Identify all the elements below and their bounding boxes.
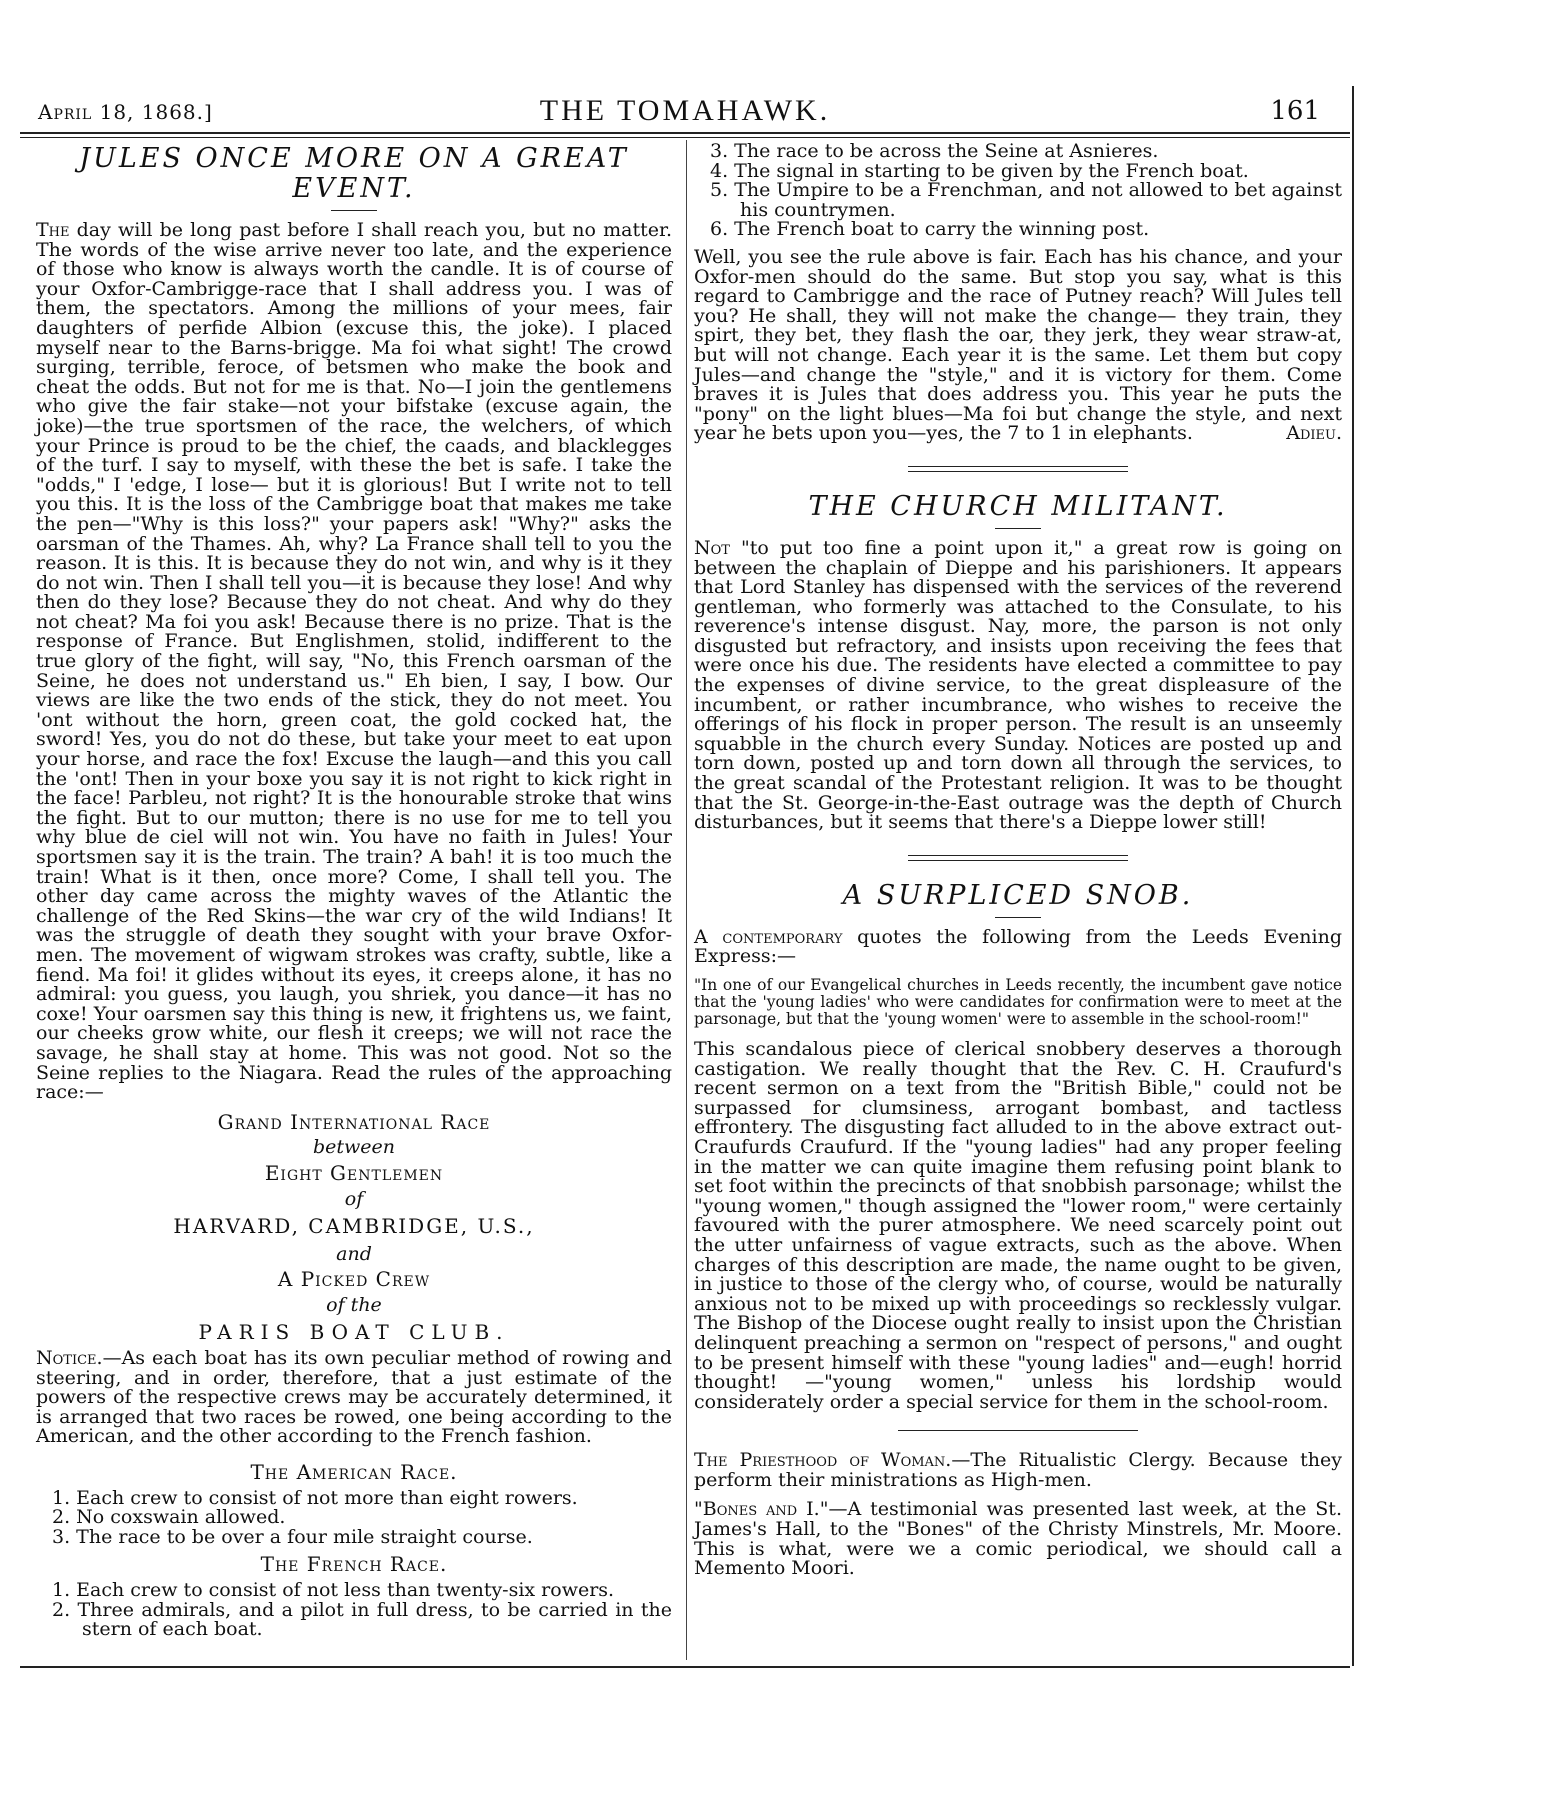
title-rule: [995, 917, 1041, 918]
footer-rule: [20, 1666, 1350, 1668]
race-between: between: [312, 1136, 396, 1159]
article-title-snob: A SURPLICED SNOB.: [842, 879, 1194, 911]
article-title-church: THE CHURCH MILITANT.: [808, 490, 1228, 522]
rule-item: 5. The Umpire to be a Frenchman, and not allowed to bet against his countrymen.: [710, 179, 1342, 221]
masthead-title: THE TOMAHAWK.: [539, 94, 831, 127]
lead-word: The: [36, 219, 70, 241]
rule-item: 2. Three admirals, and a pilot in full dress, to be carried in the stern of each boat.: [52, 1598, 672, 1641]
body-text: "to put too fine a point upon it," a great row is going on between the chaplain of Dieppe and his parishioners. It appears that Lord Stanley has dispensed with the services of the reverend gentleman, who formerly was attached to the Consulate, to his reverence's intense disgust. Nay, more, the parson is not only disgusted but refractory, and insists upon receiving the fees that were once his due. The residents have elected a committee to pay the expenses of divine service, to the great displeasure of the incumbent, or rather incumbrance, who wishes to receive the offerings of his flock in proper person. The result is an unseemly squabble in the church every Sunday. Notices are posted up and torn down, posted up and torn down all through the services, to the great scandal of the Protestant religion. It was to be thought that the St. George-in-the-East outrage was the depth of Church disturbances, but it seems that there's a Dieppe lower still!: [694, 536, 1342, 834]
rule-item: 1. Each crew to consist of not more than eight rowers.: [52, 1486, 578, 1509]
left-column: [36, 140, 672, 1648]
rule-item: 3. The race to be over a four mile straight course.: [52, 1525, 533, 1548]
title-rule: [995, 528, 1041, 529]
signoff: Adieu.: [1286, 422, 1342, 445]
rule-item: 3. The race to be across the Seine at Asnieres.: [710, 140, 1159, 162]
race-title: Grand International Race: [217, 1109, 491, 1134]
body-text: —The Ritualistic Clergy. Because they perform their ministrations as High-men.: [694, 1449, 1342, 1491]
french-rules-right: [694, 142, 1342, 240]
body-text: day will be long past before I shall reach you, but no matter. The words of the wise arrive never too late, and the experience of those who know is always worth the candle. It is of course of your Oxfor-Cambrigge-race that I shall address you. I was of them, the spectators. Among the millions of your mees, fair daughters of perfide Albion (excuse this, the joke). I placed myself near to the Barns-brigge. Ma foi what sight! The crowd surging, terrible, feroce, of betsmen who make the book and cheat the odds. But not for me is that. No—I join the gentlemens who give the fair stake—not your bifstake (excuse again, the joke)—the true sportsmen of the race, the welchers, of which your Prince is proud to be the chief, the caads, and blacklegges of the turf. I say to myself, with these the bet is safe. I take the "odds," I 'edge, I lose— but it is glorious! But I write not to tell you this. It is the loss of the Cambrigge boat that makes me take the pen—"Why is this loss?" your papers ask! "Why?" asks the oarsman of the Thames. Ah, why? La France shall tell to you the reason. It is this. It is because they do not win, and why is it they do not win. Then I shall tell you—it is because they lose! And why then do they lose? Because they do not cheat. And why do they not cheat? Ma foi you ask! Because there is no prize. That is the response of France. But Englishmen, stolid, indifferent to the true glory of the fight, will say, "No, this French oarsman of the Seine, he does not understand us." Eh bien, I say, I bow. Our views are like the two ends of the stick, they do not meet. You 'ont without the horn, green coat, the gold cocked hat, the sword! Yes, you do not do these, but take your meet to eat upon your horse, and race the fox! Excuse the laugh—and this you call the 'ont! Then in your boxe you say it is not right to kick right in the face! Parbleu, not right? It is the honourable stroke that wins the fight. But to our mutton; there is no use for me to tell you why blue de ciel will not win. You have no faith in Jules! Your sportsmen say it is the train. The train? A bah! it is too much the train! What is it then, once more? Come, I shall tell you. The other day came across the mighty waves of the Atlantic the challenge of the Red Skins—the war cry of the wild Indians! It was the struggle of death they sought with your brave Oxfor-men. The movement of wigwam strokes was crafty, subtle, like a fiend. Ma foi! it glides without its eyes, it creeps alone, it has no admiral: you guess, you laugh, you shriek, you dance—it has no coxe! Your oarsmen say this thing is new, it frightens us, we faint, our cheeks grow white, our flesh it creeps; we will not race the savage, he shall stay at home. This was not good. Not so the Seine replies to the Niagara. Read the rules of the approaching race:—: [36, 219, 672, 1104]
race-eight: Eight Gentlemen: [264, 1160, 444, 1185]
lead-word: A contemporary: [694, 925, 843, 948]
section-separator: [898, 1430, 1138, 1431]
lead-word: The Priesthood of Woman.: [694, 1449, 952, 1472]
notice-lead: Notice.: [36, 1347, 103, 1370]
lead-word: "Bones and I.": [694, 1498, 829, 1521]
jules-closing: [694, 245, 1342, 445]
column-divider: [686, 140, 687, 1660]
page-header: [20, 92, 1350, 132]
page-edge-rule: [1352, 86, 1354, 1666]
closing-text: Well, you see the rule above is fair. Each has his chance, and your Oxfor-men should do the same. But stop you say, what is this regard to Cambrigge and the race of Putney reach? Will Jules tell you? He shall, they will not make the change— they train, they spirt, they bet, they flash the oar, they jerk, they wear straw-at, but will not change. Each year it is the same. Let them but copy Jules—and change the "style," and it is victory for them. Come braves it is Jules that does address you. This year he puts the "pony" on the light blues—Ma foi but change the style, and next year he bets upon you—yes, the 7 to 1 in elephants.: [694, 245, 1342, 445]
rule-item: 4. The signal in starting to be given by the French boat.: [710, 159, 1249, 182]
snob-quote: "In one of our Evangelical churches in Leeds recently, the incumbent gave notice that the 'young ladies' who were candidates for confirmation were to meet at the parsonage, but that the 'young women' were to assemble in the school-room!": [694, 976, 1342, 1028]
lead-word: Not: [694, 536, 730, 559]
intro-text: quotes the following from the Leeds Evening Express:—: [694, 925, 1343, 968]
american-rules: [36, 1486, 672, 1548]
notice-text: —As each boat has its own peculiar method of rowing and steering, and in order, therefore, that a just estimate of the powers of the respective crews may be accurately determined, it is arranged that two races be rowed, one being according to the American, and the other according to the French fashion.: [36, 1347, 672, 1448]
bones-paragraph: [694, 1500, 1342, 1578]
race-of-the: of the: [326, 1293, 382, 1316]
rule-item: 6. The French boat to carry the winning post.: [710, 218, 1150, 241]
race-harvard: HARVARD, CAMBRIDGE, U.S.,: [173, 1214, 535, 1239]
french-race-title: The French Race.: [260, 1552, 448, 1577]
rule-item: 1. Each crew to consist of not less than twenty-six rowers.: [52, 1579, 615, 1601]
rule-item: 2. No coxswain allowed.: [52, 1506, 286, 1529]
snob-body: This scandalous piece of clerical snobbery deserves a thorough castigation. We really thought that the Rev. C. H. Craufurd's recent sermon on a text from the "British Bible," could not be surpassed for clumsiness, arrogant bombast, and tactless effrontery. The disgusting fact alluded to in the above extract out-Craufurds Craufurd. If the "young ladies" had any proper feeling in the matter we can quite imagine them refusing point blank to set foot within the precincts of that snobbish parsonage; whilst the "young women," though assigned the "lower room," were certainly favoured with the purer atmosphere. We need scarcely point out the utter unfairness of vague extracts, such as the above. When charges of this description are made, the name ought to be given, in justice to those of the clergy who, of course, would be naturally anxious not to be mixed up with proceedings so recklessly vulgar. The Bishop of the Diocese ought really to insist upon the Christian delinquent preaching a sermon on "respect of persons," and ought to be present himself with these "young ladies" and—eugh! horrid thought! —"young women," unless his lordship would considerately order a special service for them in the school-room.: [694, 1038, 1342, 1413]
issue-date: April 18, 1868.]: [38, 100, 213, 124]
race-paris: PARIS BOAT CLUB.: [198, 1320, 510, 1345]
article-body-church: [694, 536, 1342, 834]
header-rule: [20, 132, 1350, 134]
notice-paragraph: [36, 1349, 672, 1447]
section-separator: [908, 466, 1128, 472]
snob-intro: [694, 925, 1343, 968]
race-of: of: [344, 1187, 364, 1210]
article-title-jules: JULES ONCE MORE ON A GREAT EVENT.: [79, 143, 629, 204]
header-rule-thin: [20, 137, 1350, 138]
race-and: and: [336, 1242, 372, 1265]
right-column: [694, 140, 1342, 1589]
french-rules-left: [36, 1581, 672, 1640]
section-separator: [908, 855, 1128, 861]
priesthood-paragraph: [694, 1451, 1342, 1490]
american-race-title: The American Race.: [250, 1460, 458, 1485]
page-number: 161: [1270, 96, 1320, 126]
race-picked: A Picked Crew: [277, 1267, 431, 1292]
article-body-jules: [36, 221, 672, 1103]
body-text: —A testimonial was presented last week, at the St. James's Hall, to the "Bones" of the Christy Minstrels, Mr. Moore. This is what, were we a comic periodical, we should call a Memento Moori.: [694, 1498, 1342, 1580]
title-rule: [331, 210, 377, 211]
